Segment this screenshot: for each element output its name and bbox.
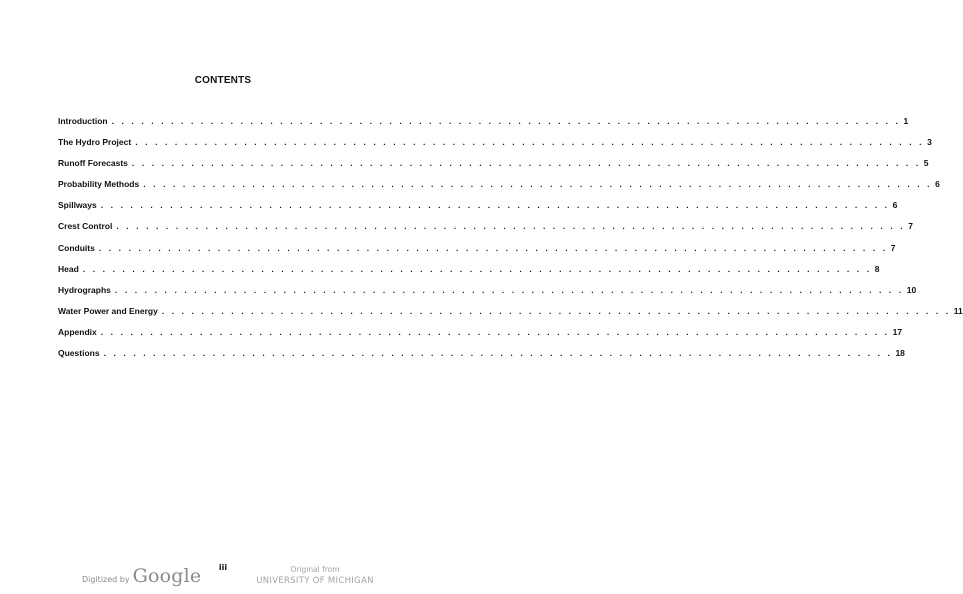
toc-entry [58, 158, 929, 179]
contents-heading: CONTENTS [194, 75, 252, 86]
toc-entry-page: 11 [953, 305, 963, 316]
toc-leader-dots: . . . . . . . . . . . . . . . . . . . . . . . . . . . . . . . . . . . . . . . . . . . . . . . . . . . . . . . . . . . . . . . . . . . . . . . . . . . . . . . . [114, 284, 904, 295]
toc-entry-page: 6 [892, 200, 898, 211]
toc-entry-label: Head [58, 263, 79, 274]
toc-entry-page: 1 [903, 116, 909, 126]
toc-leader-dots: . . . . . . . . . . . . . . . . . . . . . . . . . . . . . . . . . . . . . . . . . . . . . . . . . . . . . . . . . . . . . . . . . . . . . . . . . . . . . . . . [131, 158, 921, 169]
toc-entry-label: Hydrographs [58, 284, 111, 295]
toc-entry-page: 7 [890, 242, 896, 253]
toc-entry [58, 137, 932, 158]
toc-entry [58, 179, 940, 200]
toc-entry-label: Probability Methods [58, 179, 140, 190]
toc-entry [58, 348, 905, 369]
toc-entry-page: 8 [874, 263, 880, 274]
page-number: iii [218, 563, 228, 572]
toc-leader-dots: . . . . . . . . . . . . . . . . . . . . . . . . . . . . . . . . . . . . . . . . . . . . . . . . . . . . . . . . . . . . . . . . . . . . . . . . . . . . . . . . [143, 179, 933, 190]
toc-leader-dots: . . . . . . . . . . . . . . . . . . . . . . . . . . . . . . . . . . . . . . . . . . . . . . . . . . . . . . . . . . . . . . . . . . . . . . . . . . . . . . . . [100, 326, 890, 337]
original-from-label: Original from [290, 565, 340, 574]
toc-entry-label: Conduits [58, 242, 95, 253]
toc-entry-page: 17 [892, 326, 903, 337]
toc-leader-dots: . . . . . . . . . . . . . . . . . . . . . . . . . . . . . . . . . . . . . . . . . . . . . . . . . . . . . . . . . . . . . . . . . . . . . . . . . . . . . . . . [111, 116, 901, 126]
toc-entry-page: 6 [935, 179, 940, 190]
toc-entry [58, 221, 913, 242]
toc-leader-dots: . . . . . . . . . . . . . . . . . . . . . . . . . . . . . . . . . . . . . . . . . . . . . . . . . . . . . . . . . . . . . . . . . . . . . . . . . . . . . . . . [161, 305, 951, 316]
toc-entry-page: 7 [908, 221, 913, 232]
toc-leader-dots: . . . . . . . . . . . . . . . . . . . . . . . . . . . . . . . . . . . . . . . . . . . . . . . . . . . . . . . . . . . . . . . . . . . . . . . . . . . . . . . . [98, 242, 888, 253]
toc-entry-label: Crest Control [58, 221, 113, 232]
toc-entry-label: Introduction [58, 116, 108, 126]
toc-entry [58, 116, 909, 137]
toc-entry-page: 3 [927, 137, 932, 148]
toc-entry-page: 10 [906, 284, 917, 295]
google-logo: Google [132, 565, 202, 587]
toc-leader-dots: . . . . . . . . . . . . . . . . . . . . . . . . . . . . . . . . . . . . . . . . . . . . . . . . . . . . . . . . . . . . . . . . . . . . . . . . . . . . . . . . [82, 263, 872, 274]
toc-entry-label: The Hydro Project [58, 137, 132, 148]
toc-leader-dots: . . . . . . . . . . . . . . . . . . . . . . . . . . . . . . . . . . . . . . . . . . . . . . . . . . . . . . . . . . . . . . . . . . . . . . . . . . . . . . . . [135, 137, 925, 148]
toc-entry [58, 200, 898, 221]
toc-leader-dots: . . . . . . . . . . . . . . . . . . . . . . . . . . . . . . . . . . . . . . . . . . . . . . . . . . . . . . . . . . . . . . . . . . . . . . . . . . . . . . . . [100, 200, 890, 211]
toc-entry-page: 5 [923, 158, 929, 169]
toc-entry-label: Spillways [58, 200, 97, 211]
toc-entry [58, 284, 917, 306]
original-from-watermark [255, 565, 375, 587]
toc-entry [58, 326, 903, 348]
toc-entry-label: Questions [58, 348, 100, 359]
digitized-by-label: Digitized by [82, 575, 130, 584]
toc-entry-page: 18 [895, 348, 905, 359]
toc-entry [58, 263, 880, 285]
toc-entry-label: Runoff Forecasts [58, 158, 128, 169]
toc-entry-label: Appendix [58, 326, 97, 337]
toc-entry [58, 305, 963, 327]
toc-leader-dots: . . . . . . . . . . . . . . . . . . . . . . . . . . . . . . . . . . . . . . . . . . . . . . . . . . . . . . . . . . . . . . . . . . . . . . . . . . . . . . . . [103, 348, 893, 359]
toc-entry-label: Water Power and Energy [58, 305, 158, 316]
toc-entry [58, 242, 896, 264]
toc-leader-dots: . . . . . . . . . . . . . . . . . . . . . . . . . . . . . . . . . . . . . . . . . . . . . . . . . . . . . . . . . . . . . . . . . . . . . . . . . . . . . . . . [116, 221, 906, 232]
table-of-contents [58, 116, 963, 369]
university-label: UNIVERSITY OF MICHIGAN [256, 576, 374, 586]
digitized-by-watermark [82, 565, 201, 587]
